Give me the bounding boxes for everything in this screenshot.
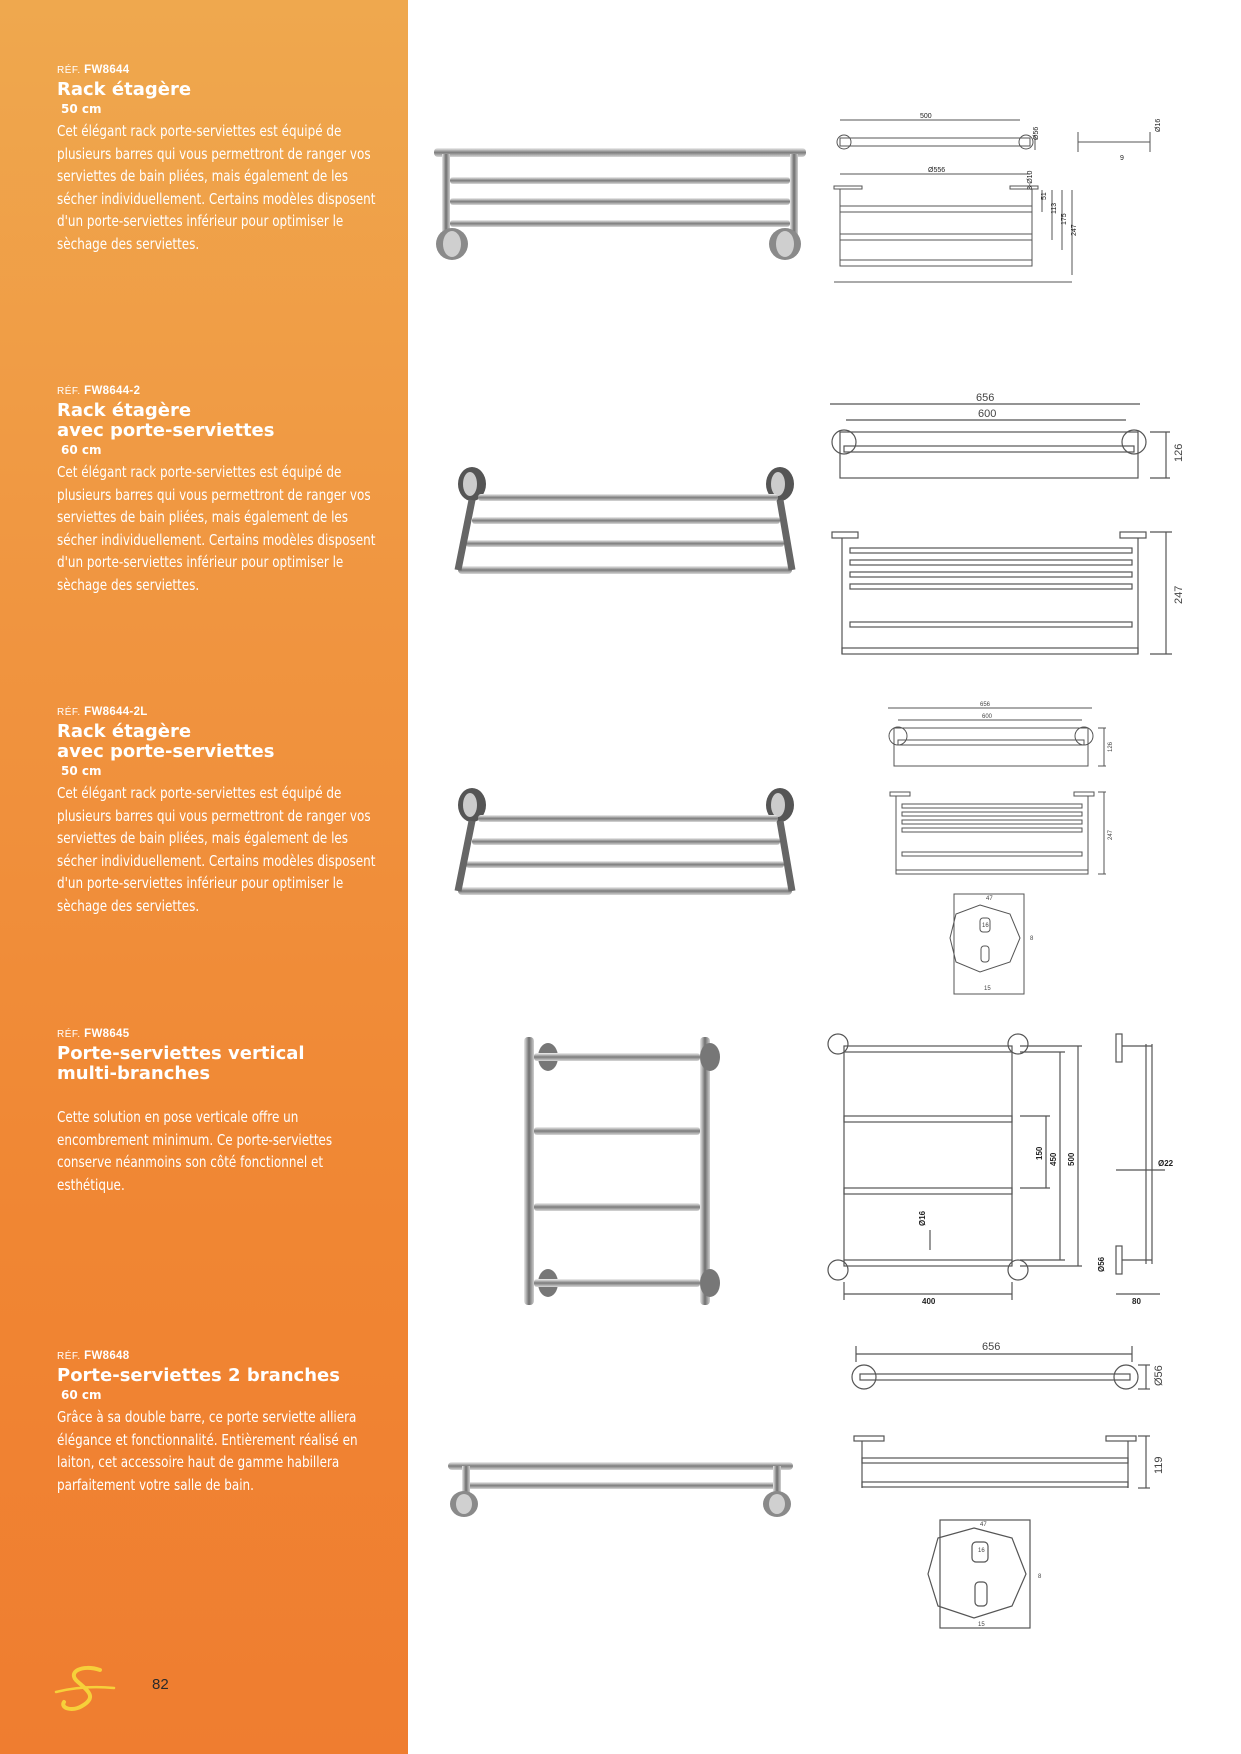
product-description: Cet élégant rack porte-serviettes est équipé de plusieurs barres qui vous permettront de ranger vos serviettes de bain pliées, mais également de les sécher individuellement. Certains modèles disposent d'un porte-serviettes inférieur pour optimiser le sèchage des serviettes. (57, 122, 376, 253)
svg-text:450: 450 (1049, 1152, 1058, 1166)
product-size: 60 cm (61, 443, 102, 457)
svg-text:600: 600 (978, 408, 997, 420)
product-photo-fw8644-2 (450, 462, 805, 587)
product-size: 50 cm (61, 102, 102, 116)
product-size: 60 cm (61, 1388, 102, 1402)
product-fw8648 (57, 1350, 387, 1496)
product-photo-fw8648 (440, 1452, 800, 1522)
svg-text:3-Ø10: 3-Ø10 (1027, 170, 1034, 190)
svg-text:Ø16: Ø16 (1155, 118, 1162, 132)
svg-text:80: 80 (1132, 1297, 1141, 1305)
svg-text:656: 656 (976, 392, 995, 404)
product-ref: RÉF. FW8644 (57, 64, 130, 76)
svg-text:247: 247 (1071, 224, 1078, 236)
svg-text:113: 113 (1051, 202, 1058, 214)
product-name: Porte-serviettes vertical multi-branches (57, 1043, 305, 1084)
product-ref: RÉF. FW8644-2L (57, 706, 148, 718)
svg-text:247: 247 (1173, 585, 1185, 604)
product-photo-fw8644 (430, 140, 810, 270)
technical-drawing-fw8645 (820, 1020, 1195, 1305)
svg-text:500: 500 (1067, 1152, 1076, 1166)
svg-text:656: 656 (982, 1341, 1001, 1353)
svg-text:16: 16 (978, 1548, 985, 1554)
technical-drawing-fw8644-2l (880, 700, 1130, 995)
svg-text:119: 119 (1153, 1456, 1165, 1474)
svg-text:656: 656 (980, 702, 991, 708)
svg-text:15: 15 (984, 986, 991, 992)
product-name: Rack étagère (57, 79, 192, 100)
svg-text:47: 47 (986, 896, 993, 902)
product-ref: RÉF. FW8644-2 (57, 385, 141, 397)
svg-text:126: 126 (1173, 443, 1185, 462)
svg-text:9: 9 (1120, 155, 1124, 162)
svg-text:Ø56: Ø56 (1153, 1365, 1165, 1386)
svg-text:8: 8 (1030, 936, 1034, 942)
svg-text:500: 500 (920, 113, 932, 120)
product-description: Cette solution en pose verticale offre un encombrement minimum. Ce porte-serviettes conserve néanmoins son côté fonctionnel et esthétique. (57, 1108, 333, 1194)
svg-text:Ø22: Ø22 (1158, 1159, 1174, 1168)
svg-text:Ø556: Ø556 (928, 167, 946, 174)
svg-text:15: 15 (978, 1622, 985, 1628)
svg-text:47: 47 (980, 1522, 987, 1528)
svg-text:51: 51 (1041, 192, 1048, 200)
product-description: Grâce à sa double barre, ce porte serviette alliera élégance et fonctionnalité. Entièrement réalisé en laiton, cet accessoire haut de gamme habillera parfaitement votre salle de bain. (57, 1408, 358, 1494)
product-photo-fw8645 (520, 1035, 720, 1310)
product-name: Rack étagère avec porte-serviettes (57, 721, 275, 762)
svg-text:150: 150 (1035, 1146, 1044, 1160)
technical-drawing-fw8648 (820, 1340, 1170, 1630)
product-fw8644 (57, 64, 387, 255)
brand-logo-icon (52, 1662, 122, 1718)
svg-text:16: 16 (982, 923, 989, 929)
page-number: 82 (152, 1676, 169, 1693)
product-ref: RÉF. FW8645 (57, 1028, 130, 1040)
product-fw8644-2 (57, 385, 387, 596)
product-name: Porte-serviettes 2 branches (57, 1365, 340, 1386)
technical-drawing-fw8644 (820, 110, 1190, 295)
product-fw8644-2l (57, 706, 387, 917)
svg-text:8: 8 (1038, 1574, 1042, 1580)
svg-text:247: 247 (1108, 829, 1114, 840)
technical-drawing-fw8644-2 (820, 390, 1190, 665)
product-photo-fw8644-2l (450, 783, 805, 908)
svg-text:Ø16: Ø16 (918, 1210, 927, 1226)
svg-text:175: 175 (1061, 213, 1068, 225)
svg-text:400: 400 (922, 1297, 936, 1305)
svg-text:126: 126 (1108, 741, 1114, 752)
svg-text:Ø56: Ø56 (1097, 1256, 1106, 1272)
product-size: 50 cm (61, 764, 102, 778)
product-description: Cet élégant rack porte-serviettes est équipé de plusieurs barres qui vous permettront de ranger vos serviettes de bain pliées, mais également de les sécher individuellement. Certains modèles disposent d'un porte-serviettes inférieur pour optimiser le sèchage des serviettes. (57, 463, 376, 594)
product-fw8645 (57, 1028, 387, 1196)
product-ref: RÉF. FW8648 (57, 1350, 130, 1362)
product-name: Rack étagère avec porte-serviettes (57, 400, 275, 441)
product-description: Cet élégant rack porte-serviettes est équipé de plusieurs barres qui vous permettront de ranger vos serviettes de bain pliées, mais également de les sécher individuellement. Certains modèles disposent d'un porte-serviettes inférieur pour optimiser le sèchage des serviettes. (57, 784, 376, 915)
svg-text:600: 600 (982, 714, 993, 720)
svg-text:Ø56: Ø56 (1033, 126, 1040, 140)
